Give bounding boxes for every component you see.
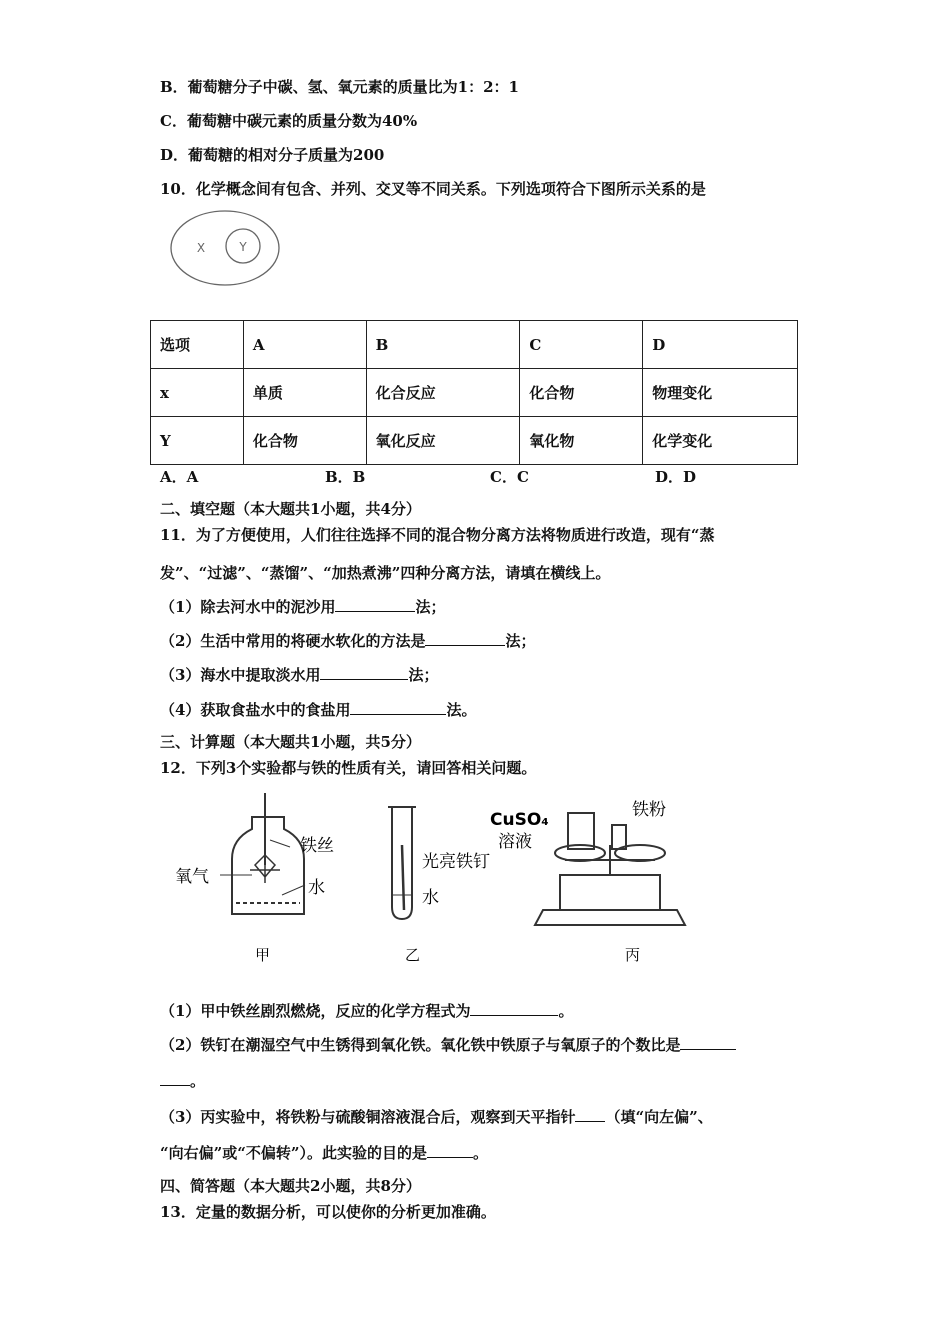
table-cell: 化学变化 [643, 417, 798, 465]
label-water-yi: 水 [422, 888, 439, 908]
table-row [151, 369, 798, 417]
table-cell: 单质 [243, 369, 366, 417]
venn-diagram [165, 208, 290, 293]
answer-blank[interactable] [680, 1034, 736, 1050]
q11-stem-line1: 11．为了方便使用，人们往往选择不同的混合物分离方法将物质进行改造，现有“蒸 [160, 526, 715, 544]
table-cell: 氧化反应 [366, 417, 520, 465]
item-text: （3）丙实验中，将铁粉与硫酸铜溶液混合后，观察到天平指针 [160, 1108, 576, 1126]
item-text: （1）甲中铁丝剧烈燃烧，反应的化学方程式为 [160, 1002, 471, 1020]
table-cell: Y [151, 417, 244, 465]
label-iron-powder: 铁粉 [632, 800, 666, 820]
venn-label-x: X [196, 241, 206, 255]
label-oxygen: 氧气 [175, 867, 209, 887]
q12-part-2-cont [160, 1070, 205, 1091]
q10-option-b: B．B [325, 468, 366, 486]
table-cell: A [243, 321, 366, 369]
answer-blank[interactable] [575, 1106, 605, 1122]
label-water-jia: 水 [308, 878, 325, 898]
section-4-heading: 四、简答题（本大题共2小题，共8分） [160, 1177, 421, 1195]
q12-part-1 [160, 1000, 573, 1021]
item-text: 法； [408, 666, 439, 684]
q9-option-d: D．葡萄糖的相对分子质量为200 [160, 146, 385, 164]
q13-stem: 13．定量的数据分析，可以使你的分析更加准确。 [160, 1203, 496, 1221]
q11-stem-line2: 发”、“过滤”、“蒸馏”、“加热煮沸”四种分离方法，请填在横线上。 [160, 564, 611, 582]
answer-blank[interactable] [350, 699, 446, 715]
caption-bing: 丙 [625, 946, 641, 964]
item-text: 。 [473, 1144, 489, 1162]
table-cell: 氧化物 [520, 417, 643, 465]
table-row [151, 321, 798, 369]
section-3-heading: 三、计算题（本大题共1小题，共5分） [160, 733, 421, 751]
q10-option-a: A．A [160, 468, 199, 486]
table-cell: 物理变化 [643, 369, 798, 417]
q11-item-2 [160, 630, 535, 651]
q11-item-4 [160, 699, 476, 720]
item-text: “向右偏”或“不偏转”）。此实验的目的是 [160, 1144, 428, 1162]
table-cell: 化合反应 [366, 369, 520, 417]
item-text: 法。 [446, 701, 477, 719]
q10-option-d: D．D [655, 468, 697, 486]
answer-blank[interactable] [320, 664, 408, 680]
q12-part-3-cont [160, 1142, 488, 1163]
item-text: 法； [415, 598, 446, 616]
table-cell: D [643, 321, 798, 369]
item-text: 法； [505, 632, 536, 650]
label-iron-wire: 铁丝 [300, 836, 334, 856]
q12-part-3 [160, 1106, 713, 1127]
table-row [151, 417, 798, 465]
experiment-jia [220, 793, 305, 914]
item-text: 。 [558, 1002, 574, 1020]
experiment-yi [388, 807, 416, 919]
venn-label-y: Y [239, 240, 247, 254]
caption-yi: 乙 [405, 946, 421, 964]
table-cell: x [151, 369, 244, 417]
q10-stem: 10．化学概念间有包含、并列、交叉等不同关系。下列选项符合下图所示关系的是 [160, 180, 706, 198]
q12-experiment-figure [160, 785, 700, 970]
table-cell: B [366, 321, 520, 369]
section-2-heading: 二、填空题（本大题共1小题，共4分） [160, 500, 421, 518]
item-text: （1）除去河水中的泥沙用 [160, 598, 336, 616]
experiment-bing-balance [535, 813, 685, 925]
table-cell: 选项 [151, 321, 244, 369]
answer-blank[interactable] [335, 596, 415, 612]
q10-option-c: C．C [490, 468, 529, 486]
table-cell: C [520, 321, 643, 369]
answer-blank[interactable] [160, 1070, 190, 1086]
q10-table [150, 320, 798, 465]
item-text: （4）获取食盐水中的食盐用 [160, 701, 351, 719]
q12-stem: 12．下列3个实验都与铁的性质有关，请回答相关问题。 [160, 759, 537, 777]
label-nail: 光亮铁钉 [422, 852, 490, 872]
item-text: （2）铁钉在潮湿空气中生锈得到氧化铁。氧化铁中铁原子与氧原子的个数比是 [160, 1036, 681, 1054]
item-text: （3）海水中提取淡水用 [160, 666, 321, 684]
q11-item-3 [160, 664, 438, 685]
q9-option-b: B．葡萄糖分子中碳、氢、氧元素的质量比为1：2：1 [160, 78, 519, 96]
q12-part-2 [160, 1034, 736, 1055]
item-text: （2）生活中常用的将硬水软化的方法是 [160, 632, 426, 650]
item-text: （填“向左偏”、 [605, 1108, 713, 1126]
answer-blank[interactable] [425, 630, 505, 646]
item-text: 。 [190, 1072, 206, 1090]
answer-blank[interactable] [427, 1142, 473, 1158]
q9-option-c: C．葡萄糖中碳元素的质量分数为40% [160, 112, 418, 130]
table-cell: 化合物 [243, 417, 366, 465]
label-solution: 溶液 [498, 832, 532, 852]
caption-jia: 甲 [255, 946, 271, 964]
q11-item-1 [160, 596, 445, 617]
table-cell: 化合物 [520, 369, 643, 417]
label-cuso4: CuSO₄ [490, 810, 549, 830]
answer-blank[interactable] [470, 1000, 558, 1016]
